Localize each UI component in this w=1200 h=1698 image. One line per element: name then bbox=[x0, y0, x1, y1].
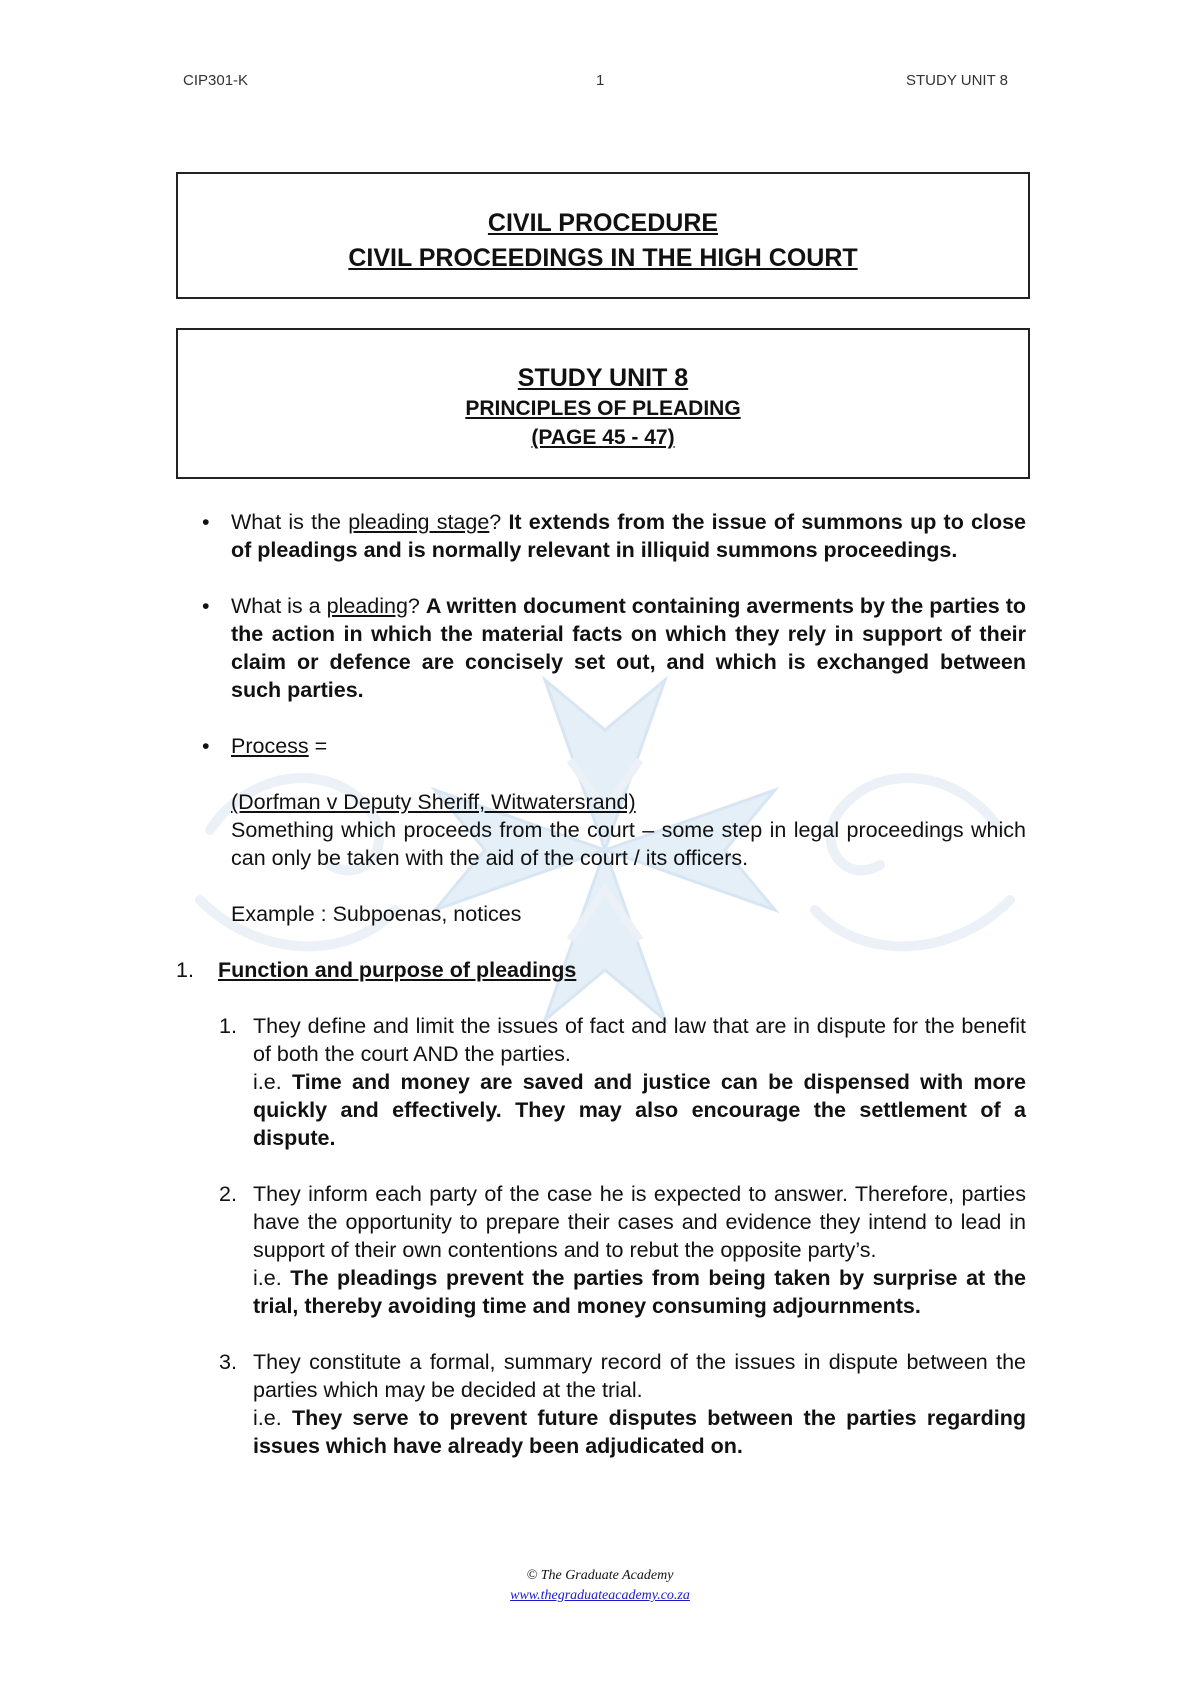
item-emphasis: They serve to prevent future disputes between the parties regarding issues which have already been adjudicated on. bbox=[253, 1406, 1027, 1458]
list-item bbox=[200, 1180, 1026, 1320]
item-text: They define and limit the issues of fact and law that are in dispute for the benefit of both the court AND the parties. bbox=[253, 1014, 1026, 1066]
page-footer bbox=[0, 1566, 1200, 1606]
bullet-answer: It extends from the issue of summons up to close of pleadings and is normally relevant in illiquid summons proceedings. bbox=[231, 510, 1027, 562]
item-number: 1. bbox=[219, 1014, 237, 1038]
bullet-question-suffix: ? bbox=[407, 594, 426, 618]
section-title: Function and purpose of pleadings bbox=[218, 958, 577, 982]
section-number: 1. bbox=[176, 958, 194, 982]
item-ie: i.e. bbox=[253, 1266, 291, 1290]
case-reference: (Dorfman v Deputy Sheriff, Witwatersrand) bbox=[231, 790, 636, 814]
unit-box bbox=[176, 328, 1030, 479]
term-pleading: pleading bbox=[326, 594, 408, 618]
item-ie: i.e. bbox=[253, 1406, 292, 1430]
unit-subtitle: PRINCIPLES OF PLEADING bbox=[465, 397, 741, 420]
bullet-process bbox=[200, 732, 1026, 928]
list-item bbox=[200, 1348, 1026, 1460]
footer-copyright: © The Graduate Academy bbox=[526, 1568, 674, 1583]
list-item bbox=[200, 1012, 1026, 1152]
bullet-answer: A written document containing averments by the parties to the action in which the material facts on which they rely in support of their claim or defence are concisely set out, and which is exchanged between such parties. bbox=[231, 594, 1026, 702]
bullet-pleading-stage bbox=[200, 508, 1026, 564]
bullet-question-prefix: What is the bbox=[231, 510, 349, 534]
title-box bbox=[176, 172, 1030, 299]
document-body bbox=[176, 508, 1027, 1488]
process-definition: Something which proceeds from the court – some step in legal proceedings which can only be taken with the aid of the court / its officers. bbox=[231, 818, 1026, 870]
item-text: They constitute a formal, summary record of the issues in dispute between the parties which may be decided at the trial. bbox=[253, 1350, 1026, 1402]
bullet-question-suffix: ? bbox=[489, 510, 509, 534]
term-pleading-stage: pleading stage bbox=[348, 510, 490, 534]
process-example: Example : Subpoenas, notices bbox=[231, 902, 522, 926]
title-line-2: CIVIL PROCEEDINGS IN THE HIGH COURT bbox=[348, 244, 858, 272]
footer-link[interactable]: www.thegraduateacademy.co.za bbox=[510, 1588, 690, 1603]
header-page-number: 1 bbox=[596, 72, 605, 89]
bullet-icon: • bbox=[202, 510, 210, 534]
bullet-question-prefix: What is a bbox=[231, 594, 327, 618]
bullet-pleading bbox=[200, 592, 1026, 704]
header-unit: STUDY UNIT 8 bbox=[906, 72, 1008, 89]
item-number: 3. bbox=[219, 1350, 237, 1374]
title-line-1: CIVIL PROCEDURE bbox=[487, 209, 719, 237]
item-emphasis: Time and money are saved and justice can be dispensed with more quickly and effectively. They may also encourage the settlement of a dispute. bbox=[253, 1070, 1026, 1150]
item-ie: i.e. bbox=[253, 1070, 292, 1094]
unit-pages: (PAGE 45 - 47) bbox=[531, 426, 675, 449]
bullet-icon: • bbox=[202, 594, 210, 618]
item-emphasis: The pleadings prevent the parties from being taken by surprise at the trial, thereby avoiding time and money consuming adjournments. bbox=[253, 1266, 1026, 1318]
item-text: They inform each party of the case he is expected to answer. Therefore, parties have the opportunity to prepare their cases and evidence they intend to lead in support of their own contentions and to rebut the opposite party’s. bbox=[253, 1182, 1026, 1262]
unit-title: STUDY UNIT 8 bbox=[517, 364, 689, 392]
header-course-code: CIP301-K bbox=[183, 72, 249, 89]
process-details bbox=[231, 788, 1026, 872]
section-heading bbox=[176, 956, 1026, 984]
item-number: 2. bbox=[219, 1182, 237, 1206]
bullet-icon: • bbox=[202, 734, 210, 758]
bullet-equals: = bbox=[308, 734, 328, 758]
term-process: Process bbox=[231, 734, 309, 758]
